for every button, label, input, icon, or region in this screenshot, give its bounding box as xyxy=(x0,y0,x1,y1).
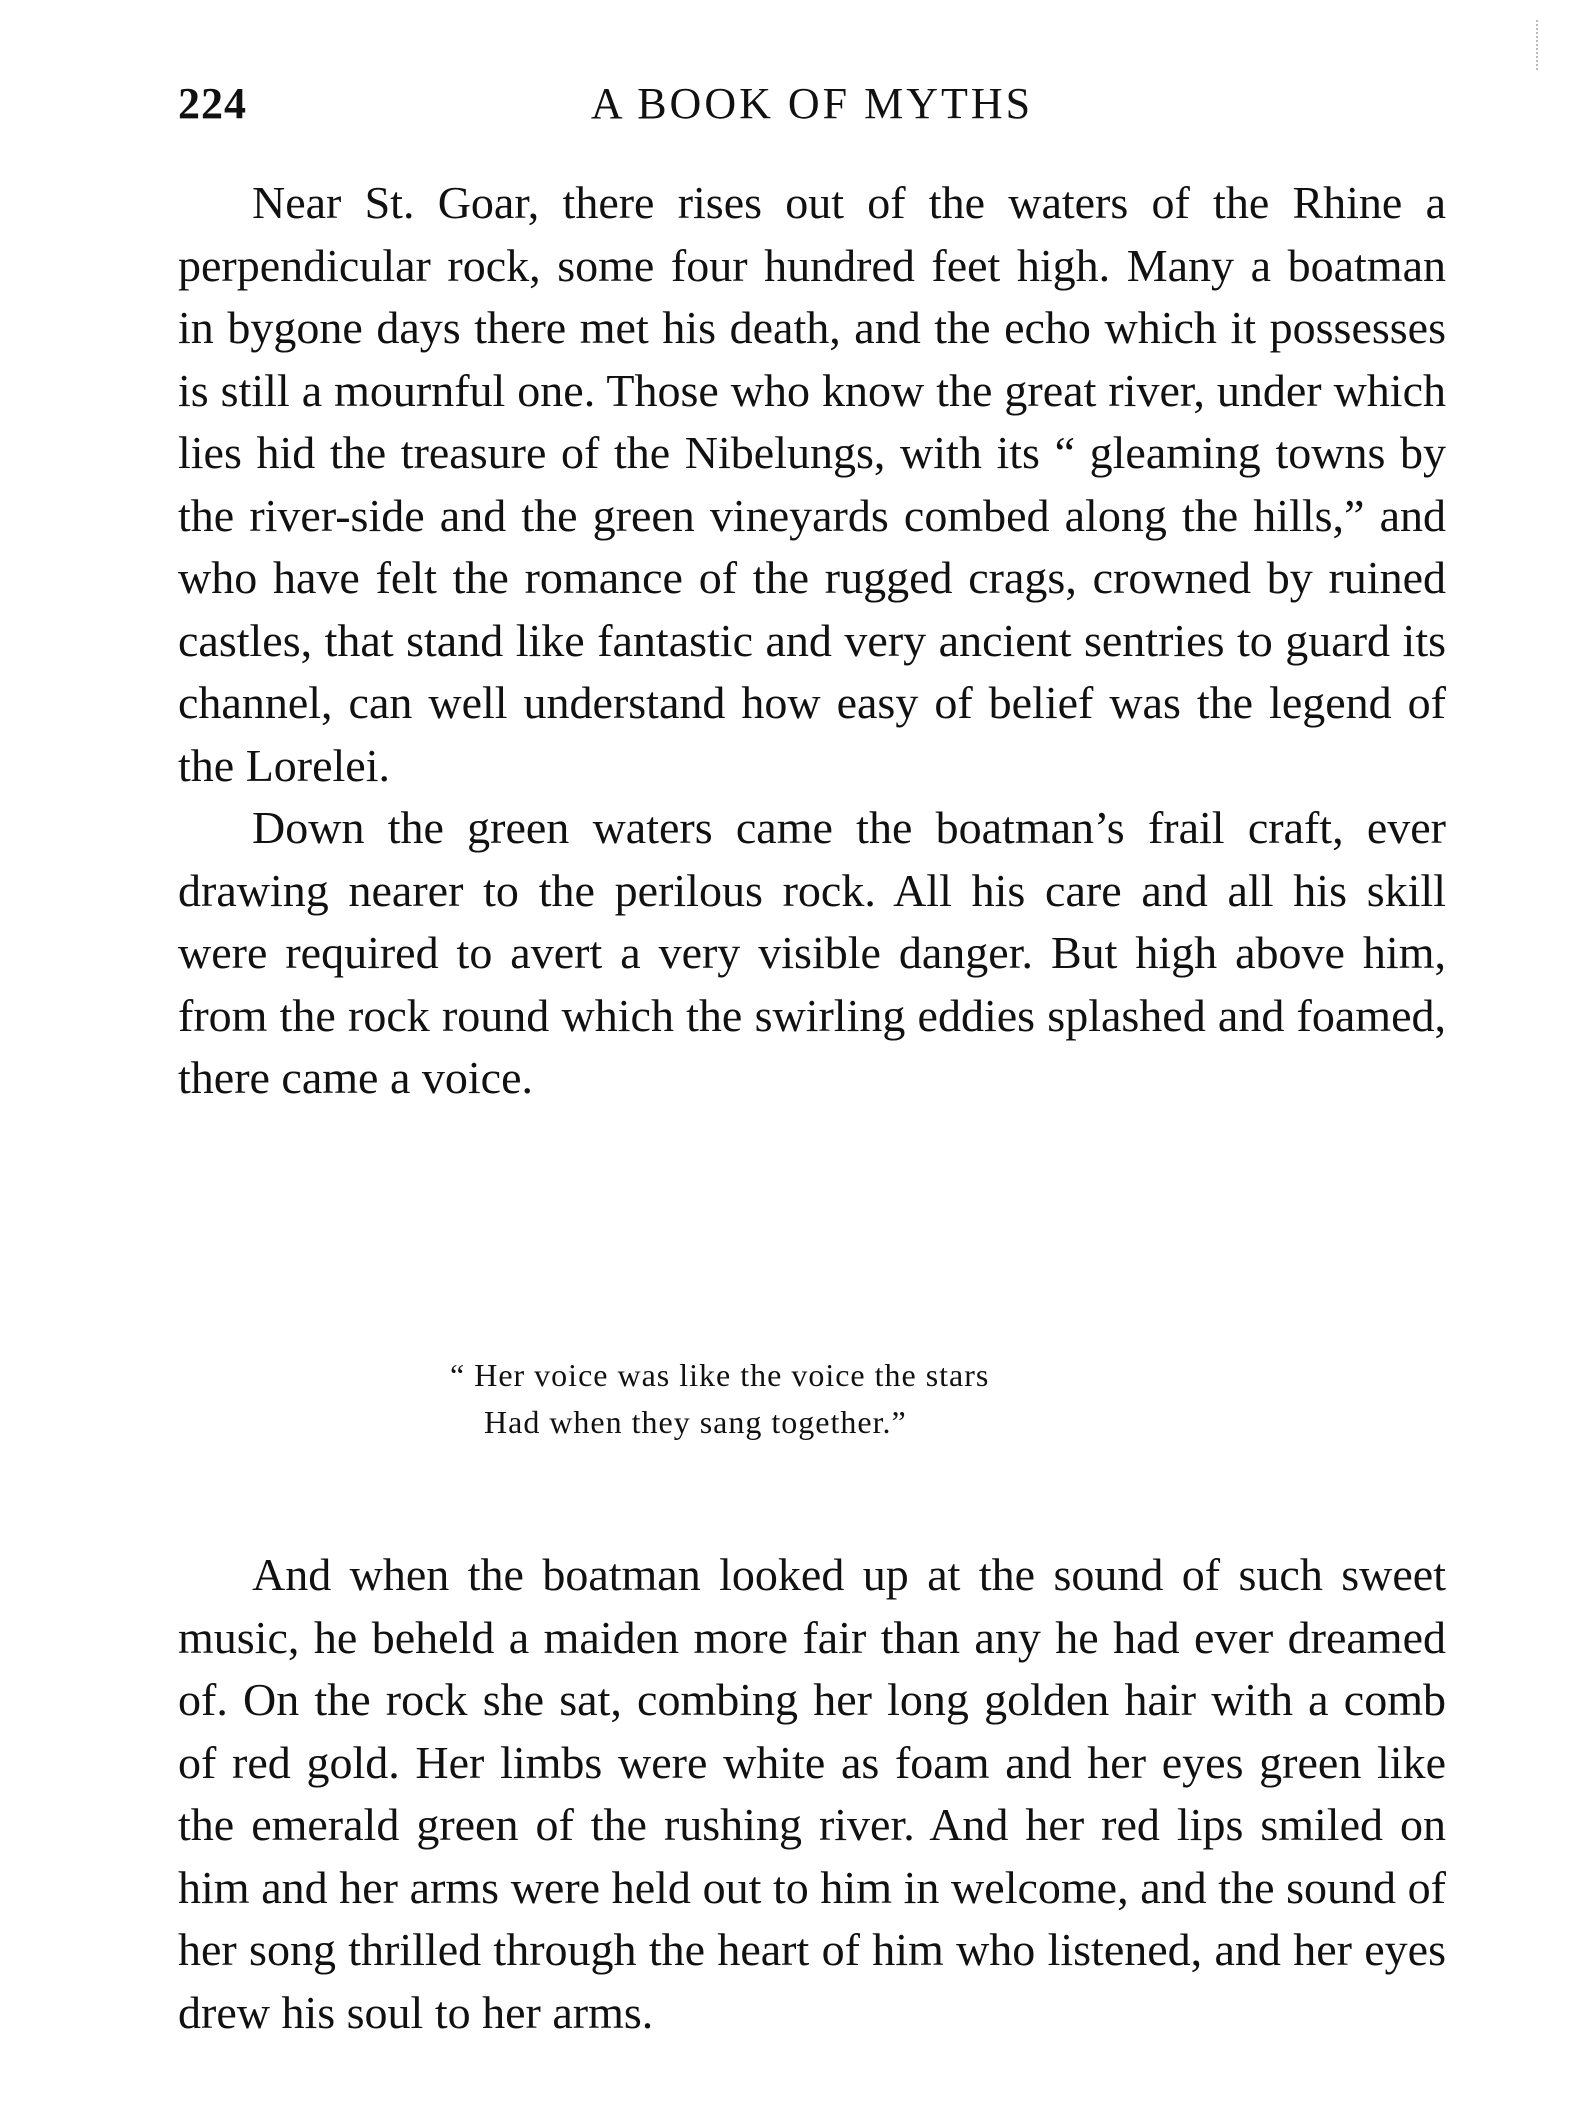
verse-quote xyxy=(450,1352,989,1446)
body-text-lower xyxy=(178,1544,1446,2044)
scan-margin-mark xyxy=(1536,20,1540,70)
paragraph-2: Down the green waters came the boatman’s frail craft, ever drawing nearer to the perilous rock. All his care and all his skill were required to avert a very visible danger. But high above him, from the rock round which the swirling eddies splashed and foamed, there came a voice. xyxy=(178,802,1446,1103)
page-header xyxy=(178,78,1446,148)
paragraph-3: And when the boatman looked up at the sound of such sweet music, he beheld a maiden more fair than any he had ever dreamed of. On the rock she sat, combing her long golden hair with a comb of red gold. Her limbs were white as foam and her eyes green like the emerald green of the rushing river. And her red lips smiled on him and her arms were held out to him in welcome, and the sound of her song thrilled through the heart of him who listened, and her eyes drew his soul to her arms. xyxy=(178,1549,1446,2038)
running-title: A BOOK OF MYTHS xyxy=(590,79,1034,128)
body-text-upper xyxy=(178,172,1446,1110)
verse-line-1: “ Her voice was like the voice the stars xyxy=(450,1357,990,1393)
paragraph-1: Near St. Goar, there rises out of the waters of the Rhine a perpendicular rock, some four hundred feet high. Many a boatman in bygone days there met his death, and the echo which it possesses is still a mournful one. Those who know the great river, under which lies hid the treasure of the Nibelungs, with its “ gleaming towns by the river-side and the green vineyards combed along the hills,” and who have felt the romance of the rugged crags, crowned by ruined castles, that stand like fantastic and very ancient sentries to guard its channel, can well understand how easy of belief was the legend of the Lorelei. xyxy=(178,177,1446,791)
verse-line-2: Had when they sang together.” xyxy=(484,1404,907,1440)
page-number: 224 xyxy=(178,79,247,128)
